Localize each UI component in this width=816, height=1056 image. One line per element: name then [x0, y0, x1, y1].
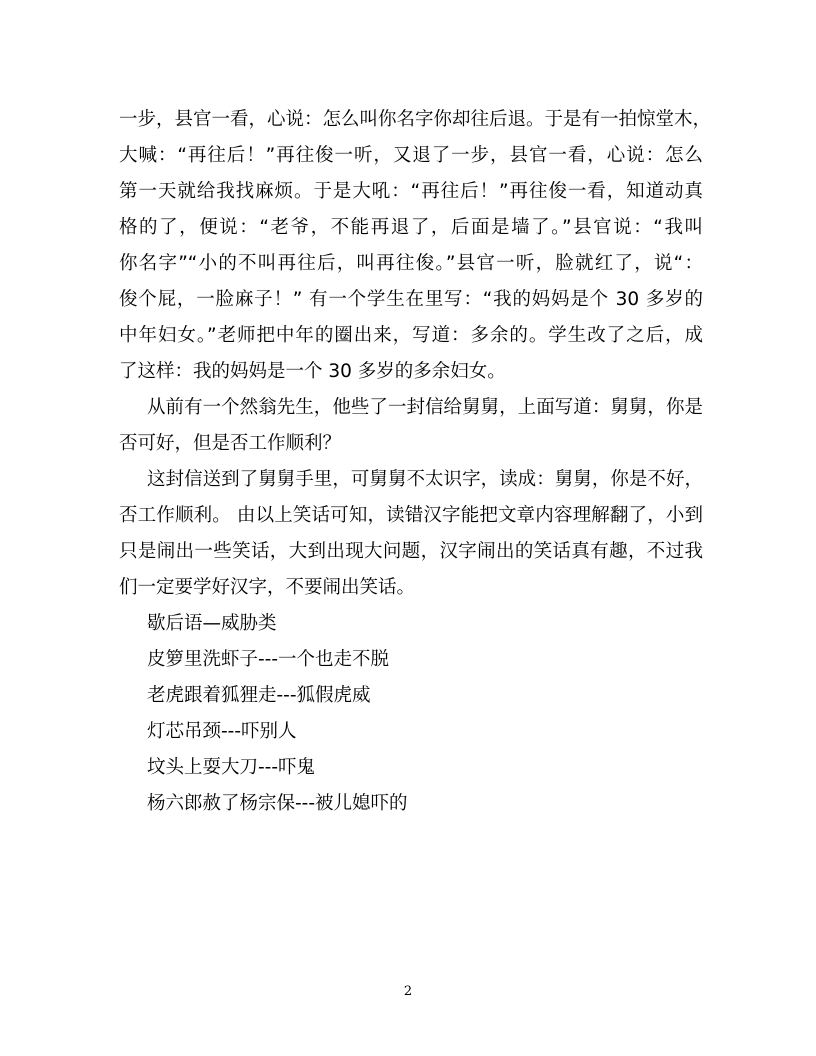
paragraph-line: 中年妇女。”老师把中年的圈出来，写道：多余的。学生改了之后，成	[119, 325, 703, 346]
paragraph-line: 你名字”“小的不叫再往后，叫再往俊。”县官一听，脸就红了，说“：	[119, 253, 703, 274]
paragraph-line: 格的了，便说：“老爷，不能再退了，后面是墙了。”县官说：“我叫	[119, 217, 703, 238]
proverb-line: 杨六郎赦了杨宗保---被儿媳吓的	[147, 793, 408, 814]
paragraph-line: 一步，县官一看，心说：怎么叫你名字你却往后退。于是有一拍惊堂木，	[119, 109, 712, 130]
paragraph-line: 了这样：我的妈妈是一个 30 多岁的多余妇女。	[119, 361, 506, 382]
paragraph-line: 否可好，但是否工作顺利？	[119, 433, 342, 454]
paragraph-line: 只是闹出一些笑话，大到出现大问题，汉字闹出的笑话真有趣，不过我	[119, 541, 703, 562]
paragraph-line: 从前有一个然翁先生，他些了一封信给舅舅，上面写道：舅舅，你是	[147, 397, 703, 418]
paragraph-line: 这封信送到了舅舅手里，可舅舅不太识字，读成：舅舅，你是不好，	[147, 469, 703, 490]
paragraph-line: 否工作顺利。 由以上笑话可知，读错汉字能把文章内容理解翻了，小到	[119, 505, 703, 526]
proverb-line: 灯芯吊颈---吓别人	[147, 721, 297, 742]
section-heading: 歇后语—威胁类	[147, 613, 277, 634]
paragraph-line: 第一天就给我找麻烦。于是大吼：“再往后！”再往俊一看，知道动真	[119, 181, 703, 202]
page-number: 2	[403, 984, 413, 999]
paragraph-line: 俊个屁，一脸麻子！” 有一个学生在里写：“我的妈妈是个 30 多岁的	[119, 289, 703, 310]
paragraph-line: 大喊：“再往后！”再往俊一听，又退了一步，县官一看，心说：怎么	[119, 145, 703, 166]
proverb-line: 皮箩里洗虾子---一个也走不脱	[147, 649, 390, 670]
body-text	[119, 102, 712, 822]
proverb-line: 老虎跟着狐狸走---狐假虎威	[147, 685, 371, 706]
paragraph-line: 们一定要学好汉字，不要闹出笑话。	[119, 577, 416, 598]
proverb-line: 坟头上耍大刀---吓鬼	[147, 757, 316, 778]
